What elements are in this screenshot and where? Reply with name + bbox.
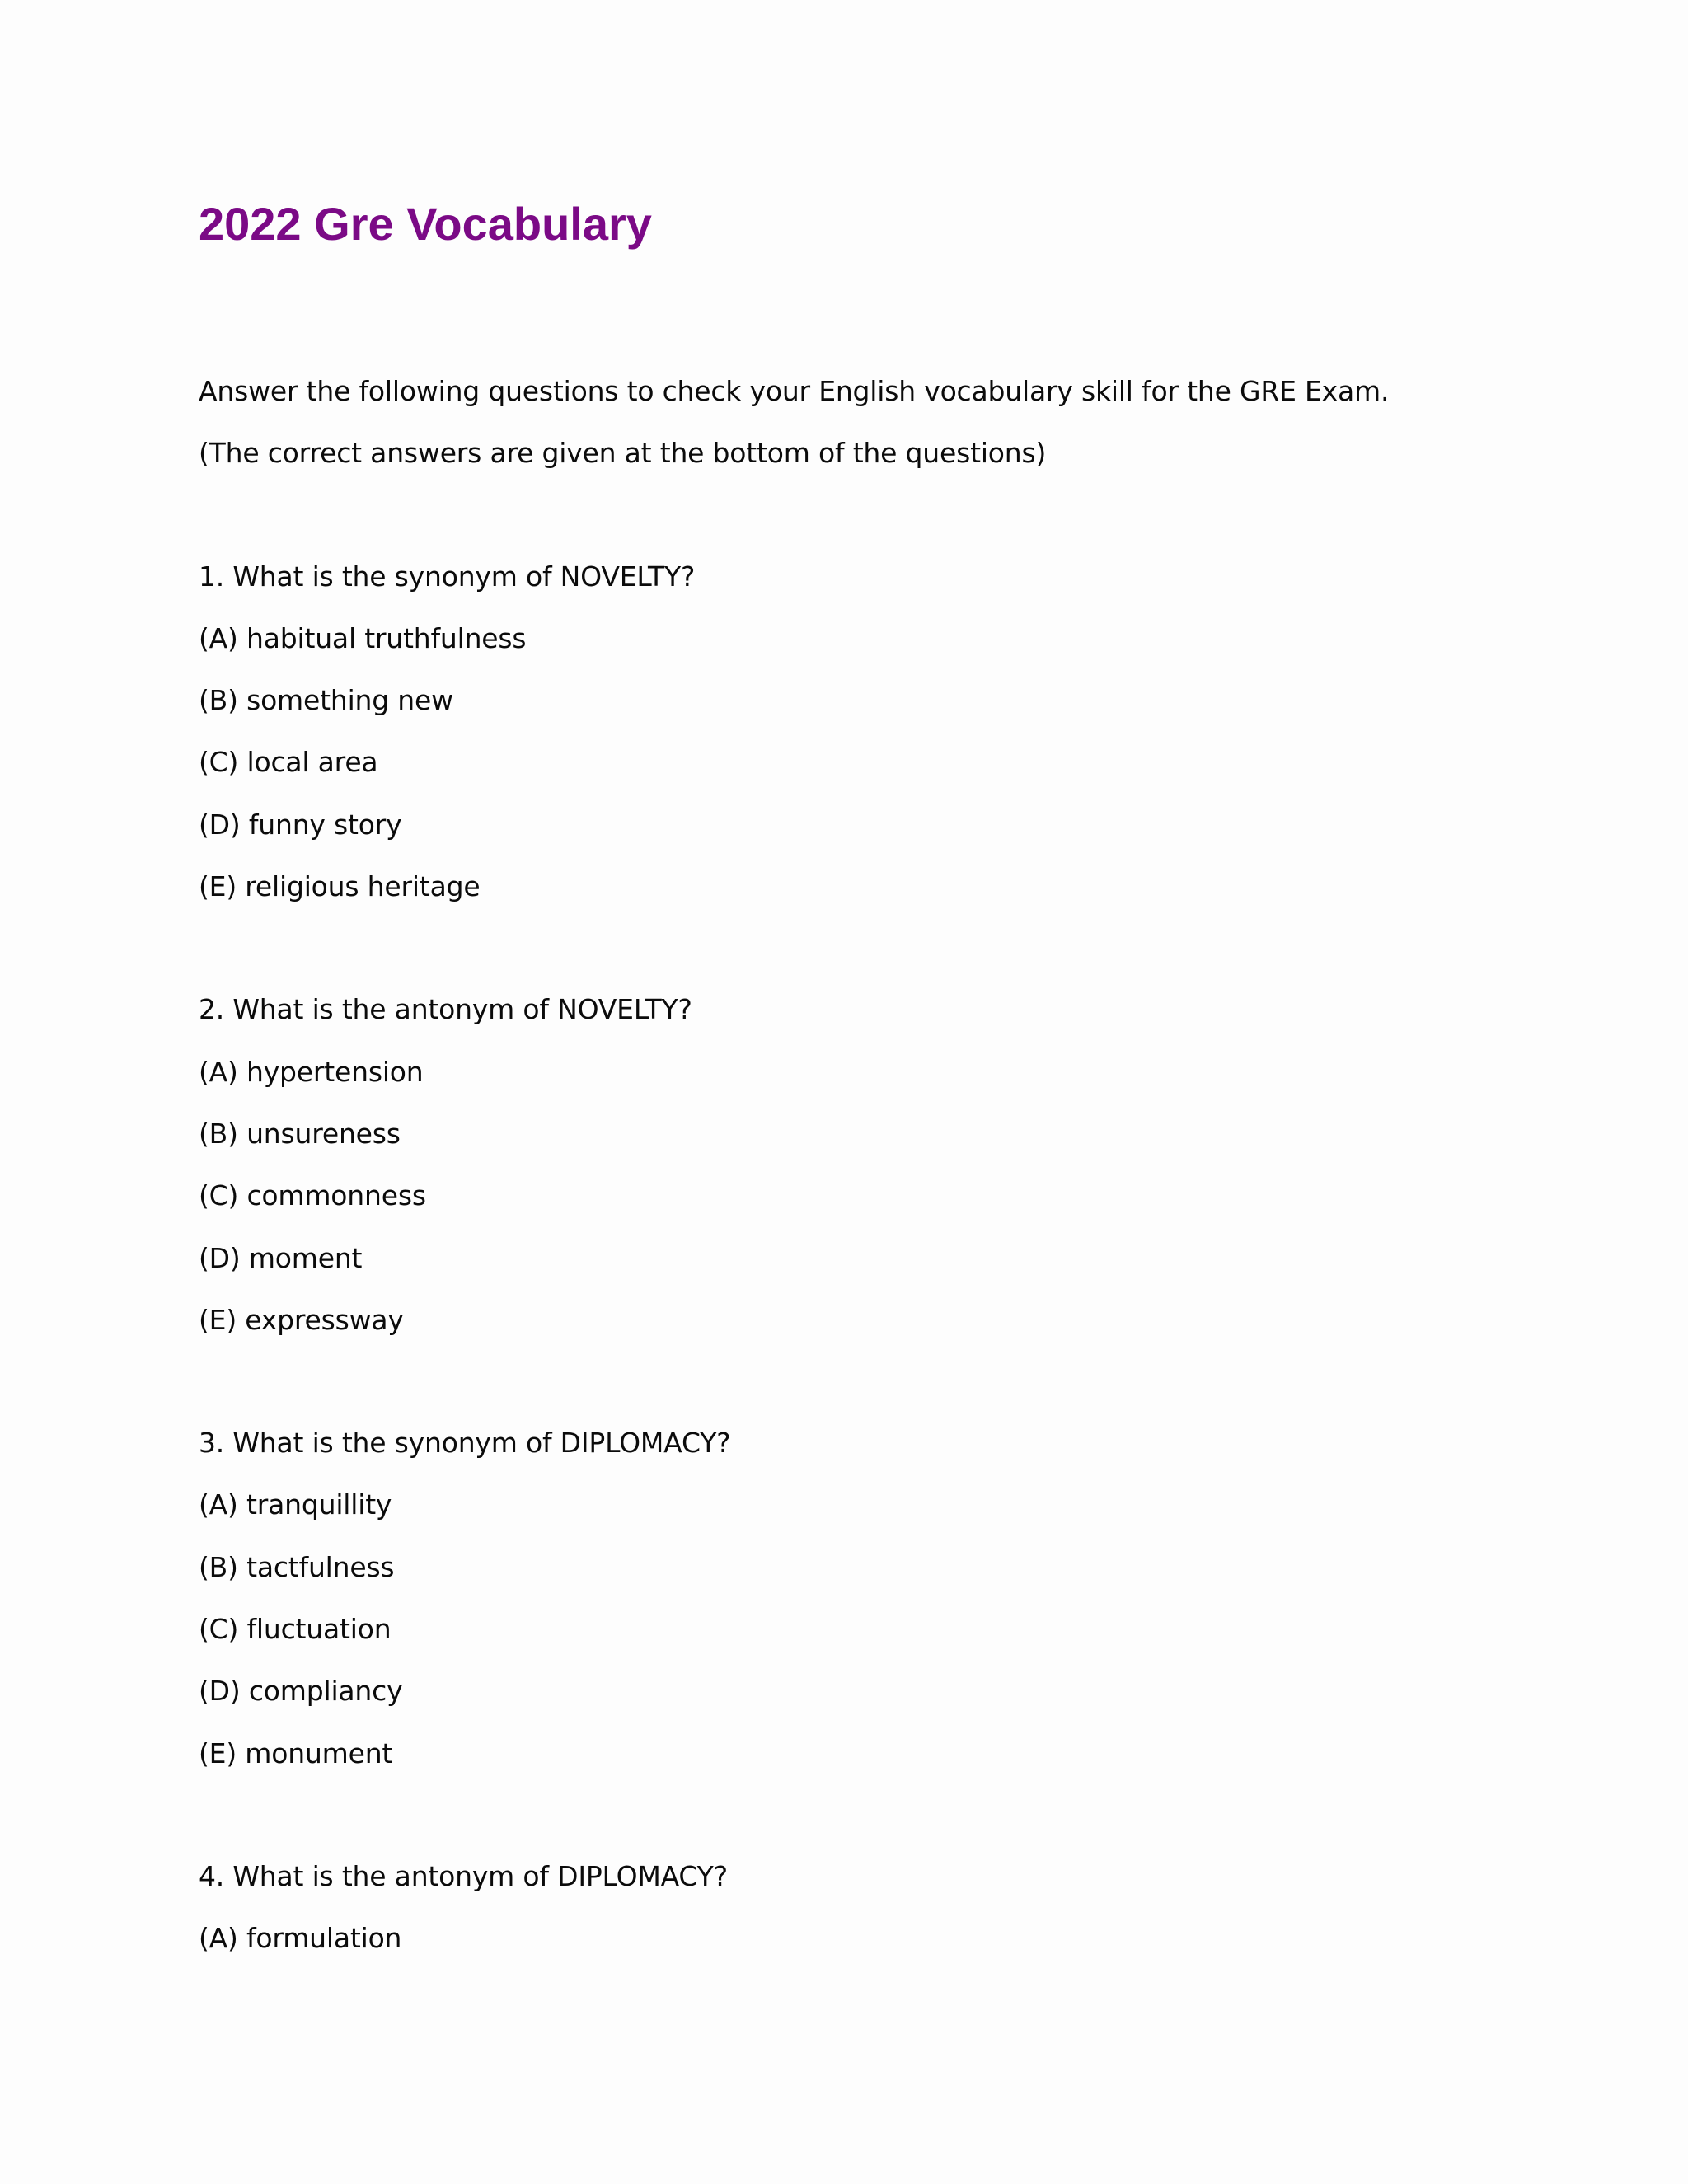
answer-option: (D) compliancy (199, 1675, 403, 1708)
question-block-1 (199, 556, 1616, 929)
answer-option: (C) commonness (199, 1179, 426, 1212)
answer-option: (C) local area (199, 746, 378, 779)
document-title: 2022 Gre Vocabulary (199, 198, 652, 250)
answer-option: (B) something new (199, 684, 453, 717)
question-block-4 (199, 1856, 1616, 1980)
answer-option: (D) funny story (199, 808, 402, 841)
question-block-2 (199, 989, 1616, 1361)
answer-option: (D) moment (199, 1241, 363, 1274)
answer-option: (A) formulation (199, 1922, 402, 1955)
intro-note: (The correct answers are given at the bottom of the questions) (199, 437, 1047, 470)
answer-option: (B) unsureness (199, 1117, 401, 1150)
spacer (199, 1361, 1616, 1422)
answer-option: (E) religious heritage (199, 870, 481, 903)
question-block-3 (199, 1422, 1616, 1795)
question-text: 3. What is the synonym of DIPLOMACY? (199, 1427, 731, 1460)
question-text: 2. What is the antonym of NOVELTY? (199, 993, 692, 1026)
spacer (199, 928, 1616, 989)
answer-option: (A) tranquillity (199, 1488, 392, 1521)
intro-text: Answer the following questions to check your English vocabulary skill for the GRE Exam. (199, 375, 1390, 407)
answer-option: (E) expressway (199, 1303, 404, 1336)
answer-option: (A) habitual truthfulness (199, 621, 527, 654)
spacer (199, 495, 1616, 556)
answer-option: (E) monument (199, 1736, 393, 1769)
answer-option: (A) hypertension (199, 1055, 424, 1088)
question-text: 1. What is the synonym of NOVELTY? (199, 560, 696, 593)
spacer (199, 1795, 1616, 1856)
answer-option: (C) fluctuation (199, 1613, 392, 1646)
question-text: 4. What is the antonym of DIPLOMACY? (199, 1859, 728, 1892)
answer-option: (B) tactfulness (199, 1550, 395, 1583)
document-body (199, 371, 1616, 1980)
